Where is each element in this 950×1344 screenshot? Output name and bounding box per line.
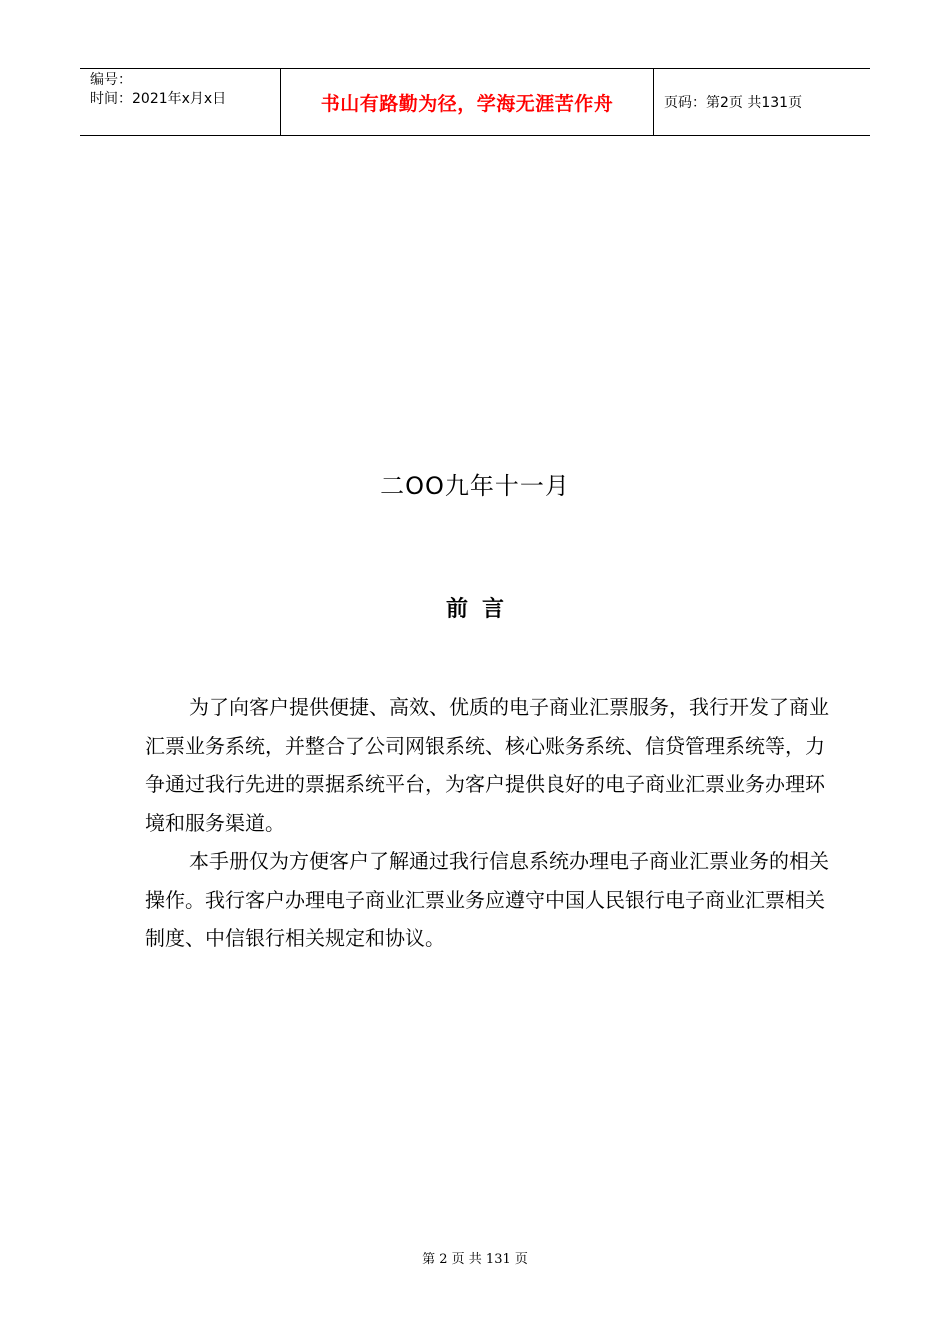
document-number-label: 编号：	[90, 72, 132, 88]
footer-page-number: 第 2 页 共 131 页	[422, 1252, 528, 1267]
header-page-cell	[654, 69, 870, 135]
preface-title: 前言	[445, 597, 518, 622]
page-footer	[0, 1248, 950, 1267]
header-page-info: 页码：第2页 共131页	[664, 95, 803, 111]
header-motto: 书山有路勤为径，学海无涯苦作舟	[320, 92, 614, 115]
preface-paragraph: 为了向客户提供便捷、高效、优质的电子商业汇票服务，我行开发了商业汇票业务系统，并整合了公司网银系统、核心账务系统、信贷管理系统等，力争通过我行先进的票据系统平台，为客户提供良好的电子商业汇票业务办理环境和服务渠道。	[145, 695, 829, 835]
document-time-label: 时间：2021年x月x日	[90, 91, 227, 107]
header-motto-cell	[281, 69, 654, 135]
preface-paragraph: 本手册仅为方便客户了解通过我行信息系统办理电子商业汇票业务的相关操作。我行客户办理电子商业汇票业务应遵守中国人民银行电子商业汇票相关制度、中信银行相关规定和协议。	[145, 849, 829, 950]
header-meta-cell	[80, 69, 281, 135]
preface-body	[145, 688, 835, 958]
page-header	[80, 68, 870, 136]
cover-date: 二OO九年十一月	[380, 472, 570, 500]
